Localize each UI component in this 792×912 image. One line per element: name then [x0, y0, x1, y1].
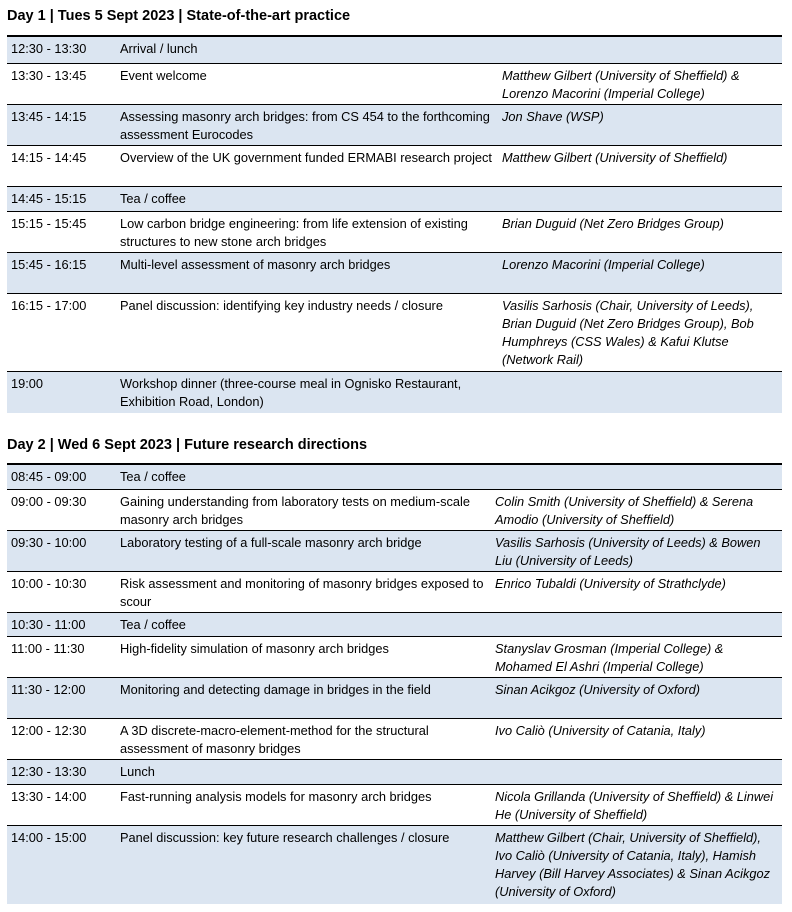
day1-schedule-table	[7, 35, 782, 413]
session-time: 09:00 - 09:30	[11, 493, 87, 509]
session-time: 15:45 - 16:15	[11, 256, 87, 272]
session-time: 12:30 - 13:30	[11, 763, 87, 779]
session-time: 16:15 - 17:00	[11, 297, 87, 313]
session-title: High-fidelity simulation of masonry arch bridges	[120, 640, 389, 656]
session-time: 13:30 - 14:00	[11, 788, 87, 804]
session-speaker: Colin Smith (University of Sheffield) & Serena Amodio (University of Sheffield)	[495, 493, 754, 527]
session-title: Gaining understanding from laboratory tests on medium-scale masonry arch bridges	[120, 493, 470, 527]
session-speaker: Ivo Caliò (University of Catania, Italy)	[495, 722, 706, 738]
session-time: 09:30 - 10:00	[11, 534, 87, 550]
session-title: Fast-running analysis models for masonry arch bridges	[120, 788, 432, 804]
session-time: 10:00 - 10:30	[11, 575, 87, 591]
day2-schedule-table	[7, 463, 782, 904]
session-speaker: Enrico Tubaldi (University of Strathclyde)	[495, 575, 726, 591]
session-title: Tea / coffee	[120, 190, 186, 206]
session-title: Tea / coffee	[120, 469, 186, 484]
session-speaker: Vasilis Sarhosis (University of Leeds) & Bowen Liu (University of Leeds)	[495, 534, 761, 568]
session-title: Risk assessment and monitoring of masonry bridges exposed to scour	[120, 575, 484, 609]
session-speaker: Lorenzo Macorini (Imperial College)	[502, 256, 705, 272]
day2-row-scour	[7, 571, 782, 612]
session-title: A 3D discrete-macro-element-method for the structural assessment of masonry bridges	[120, 722, 429, 756]
session-title: Arrival / lunch	[120, 41, 198, 56]
session-title: Assessing masonry arch bridges: from CS 454 to the forthcoming assessment Eurocodes	[120, 108, 490, 142]
session-time: 11:30 - 12:00	[11, 681, 86, 697]
session-title: Overview of the UK government funded ERMABI research project	[120, 149, 492, 165]
day1-row-tea	[7, 186, 782, 211]
day1-row-low-carbon	[7, 211, 782, 252]
day2-row-discrete-macro	[7, 718, 782, 759]
session-speaker: Sinan Acikgoz (University of Oxford)	[495, 681, 701, 697]
session-time: 08:45 - 09:00	[11, 469, 87, 484]
session-speaker: Matthew Gilbert (Chair, University of Sheffield), Ivo Caliò (University of Catania, Italy), Hamish Harvey (Bill Harvey Associates) & Sinan Acikgoz (University of Oxford)	[495, 829, 770, 899]
session-speaker: Stanyslav Grosman (Imperial College) & Mohamed El Ashri (Imperial College)	[495, 640, 724, 674]
session-speaker	[498, 371, 782, 412]
day1-row-arrival	[7, 36, 782, 63]
session-speaker: Nicola Grillanda (University of Sheffield) & Linwei He (University of Sheffield)	[495, 788, 774, 822]
session-time: 11:00 - 11:30	[11, 640, 85, 656]
day1-row-dinner	[7, 371, 782, 412]
session-title: Low carbon bridge engineering: from life extension of existing structures to new stone arch bridges	[120, 215, 468, 249]
session-time: 19:00	[11, 375, 44, 391]
session-title: Multi-level assessment of masonry arch bridges	[120, 256, 391, 272]
day2-row-monitoring	[7, 677, 782, 718]
session-speaker: Brian Duguid (Net Zero Bridges Group)	[502, 215, 724, 231]
session-time: 14:45 - 15:15	[11, 190, 87, 206]
session-time: 13:30 - 13:45	[11, 67, 87, 83]
day2-row-tea-morning	[7, 464, 782, 489]
day2-row-fast-running	[7, 784, 782, 825]
day2-row-simulation	[7, 636, 782, 677]
day1-row-ermabi	[7, 145, 782, 186]
session-title: Laboratory testing of a full-scale masonry arch bridge	[120, 534, 422, 550]
session-speaker	[498, 36, 782, 63]
session-title: Workshop dinner (three-course meal in Ognisko Restaurant, Exhibition Road, London)	[120, 375, 462, 409]
day1-row-assessing	[7, 104, 782, 145]
session-time: 13:45 - 14:15	[11, 108, 87, 124]
session-speaker: Matthew Gilbert (University of Sheffield)	[502, 149, 728, 165]
session-title: Panel discussion: identifying key industry needs / closure	[120, 297, 443, 313]
day1-row-multilevel	[7, 252, 782, 293]
day2-row-tea	[7, 612, 782, 636]
session-time: 12:30 - 13:30	[11, 41, 87, 56]
session-speaker	[491, 612, 782, 636]
session-title: Lunch	[120, 763, 155, 779]
session-speaker	[491, 759, 782, 784]
day2-row-lab-full	[7, 530, 782, 571]
session-title: Panel discussion: key future research challenges / closure	[120, 829, 450, 845]
session-time: 14:15 - 14:45	[11, 149, 87, 165]
day1-row-panel	[7, 293, 782, 371]
day2-row-lab-medium	[7, 489, 782, 530]
day2-row-lunch	[7, 759, 782, 784]
session-speaker	[491, 464, 782, 489]
day2-heading: Day 2 | Wed 6 Sept 2023 | Future research directions	[7, 437, 368, 453]
session-speaker: Vasilis Sarhosis (Chair, University of Leeds), Brian Duguid (Net Zero Bridges Group), Bob Humphreys (CSS Wales) & Kafui Klutse (Network Rail)	[502, 297, 754, 367]
session-time: 10:30 - 11:00	[11, 616, 86, 632]
session-title: Tea / coffee	[120, 616, 186, 632]
session-speaker	[498, 186, 782, 211]
session-time: 14:00 - 15:00	[11, 829, 87, 845]
day1-heading: Day 1 | Tues 5 Sept 2023 | State-of-the-art practice	[7, 8, 351, 24]
session-title: Monitoring and detecting damage in bridges in the field	[120, 681, 431, 697]
day1-row-welcome	[7, 63, 782, 104]
day2-row-panel	[7, 825, 782, 903]
session-title: Event welcome	[120, 67, 207, 83]
session-time: 12:00 - 12:30	[11, 722, 87, 738]
session-speaker: Jon Shave (WSP)	[502, 108, 604, 124]
session-speaker: Matthew Gilbert (University of Sheffield) & Lorenzo Macorini (Imperial College)	[502, 67, 740, 101]
session-time: 15:15 - 15:45	[11, 215, 87, 231]
